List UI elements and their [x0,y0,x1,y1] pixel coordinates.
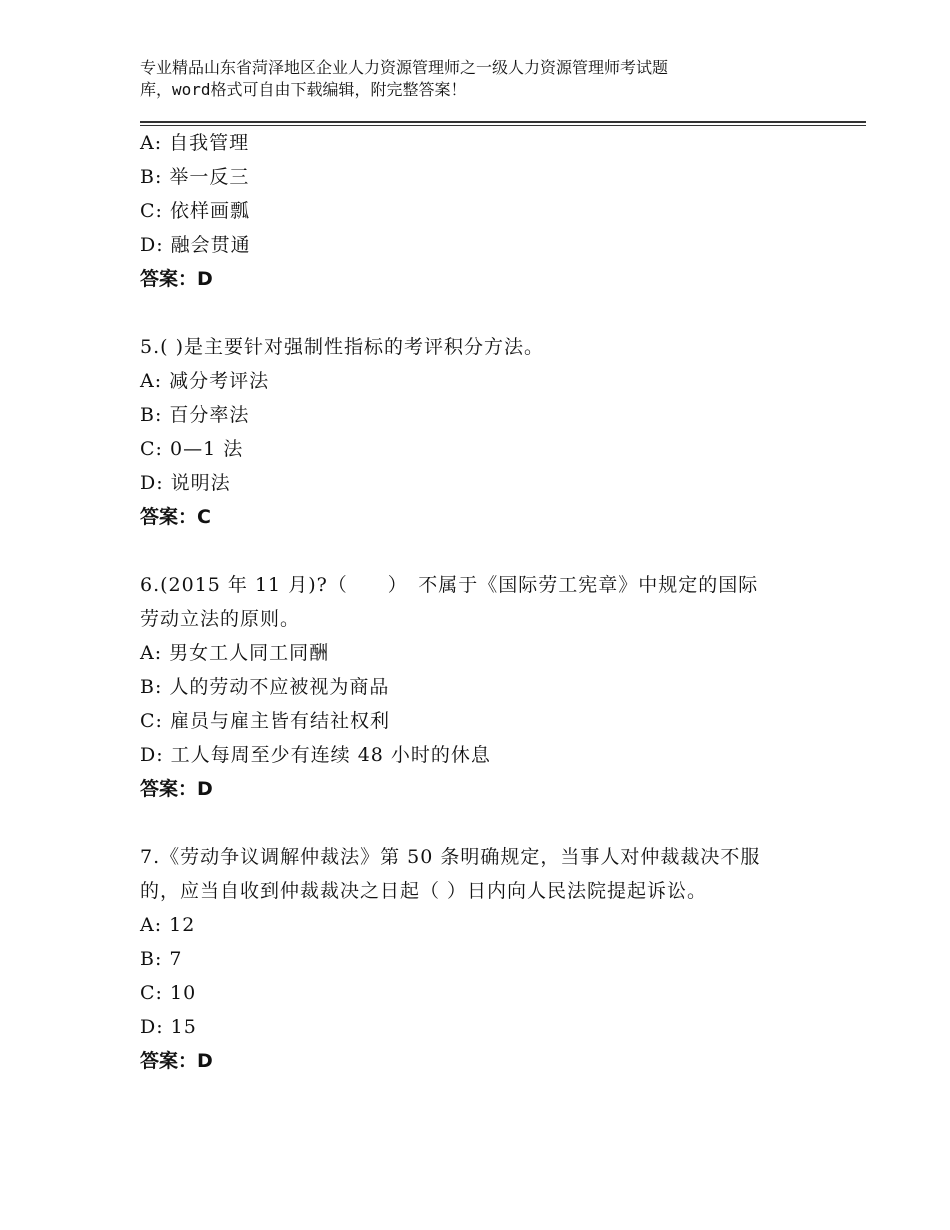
spacer [140,296,840,330]
option-b: B: 举一反三 [140,166,250,188]
option-d: D: 融会贯通 [140,234,251,256]
question-list [140,126,840,1078]
answer-label: 答案：C [140,506,211,528]
answer-label: 答案：D [140,1050,213,1072]
header-title-line-1: 专业精品山东省菏泽地区企业人力资源管理师之一级人力资源管理师考试题 [140,58,669,77]
answer-label: 答案：D [140,268,213,290]
option-b: B: 百分率法 [140,404,250,426]
answer-label: 答案：D [140,778,213,800]
option-d: D: 说明法 [140,472,231,494]
option-d: D: 工人每周至少有连续 48 小时的休息 [140,744,491,766]
question-stem-continued: 的，应当自收到仲裁裁决之日起（ ）日内向人民法院提起诉讼。 [140,880,708,902]
option-c: C: 依样画瓢 [140,200,250,222]
option-c: C: 雇员与雇主皆有结社权利 [140,710,390,732]
option-a: A: 减分考评法 [140,370,270,392]
header-divider-thick [140,121,866,123]
question-7-block [140,840,840,1078]
question-stem: 5.( )是主要针对强制性指标的考评积分方法。 [140,336,544,358]
question-5-block [140,330,840,534]
question-4-block [140,126,840,296]
option-b: B: 人的劳动不应被视为商品 [140,676,390,698]
question-6-block [140,568,840,806]
option-b: B: 7 [140,948,183,970]
option-a: A: 男女工人同工同酬 [140,642,330,664]
question-stem: 7.《劳动争议调解仲裁法》第 50 条明确规定，当事人对仲裁裁决不服 [140,846,761,868]
question-stem-continued: 劳动立法的原则。 [140,608,301,630]
spacer [140,806,840,840]
option-a: A: 自我管理 [140,132,250,154]
document-header [140,57,820,101]
option-a: A: 12 [140,914,196,936]
question-stem: 6.(2015 年 11 月)?（ ） 不属于《国际劳工宪章》中规定的国际 [140,574,759,596]
option-c: C: 0—1 法 [140,438,244,460]
spacer [140,534,840,568]
option-d: D: 15 [140,1016,197,1038]
header-title-line-2: 库，word格式可自由下载编辑，附完整答案！ [140,80,467,99]
option-c: C: 10 [140,982,197,1004]
